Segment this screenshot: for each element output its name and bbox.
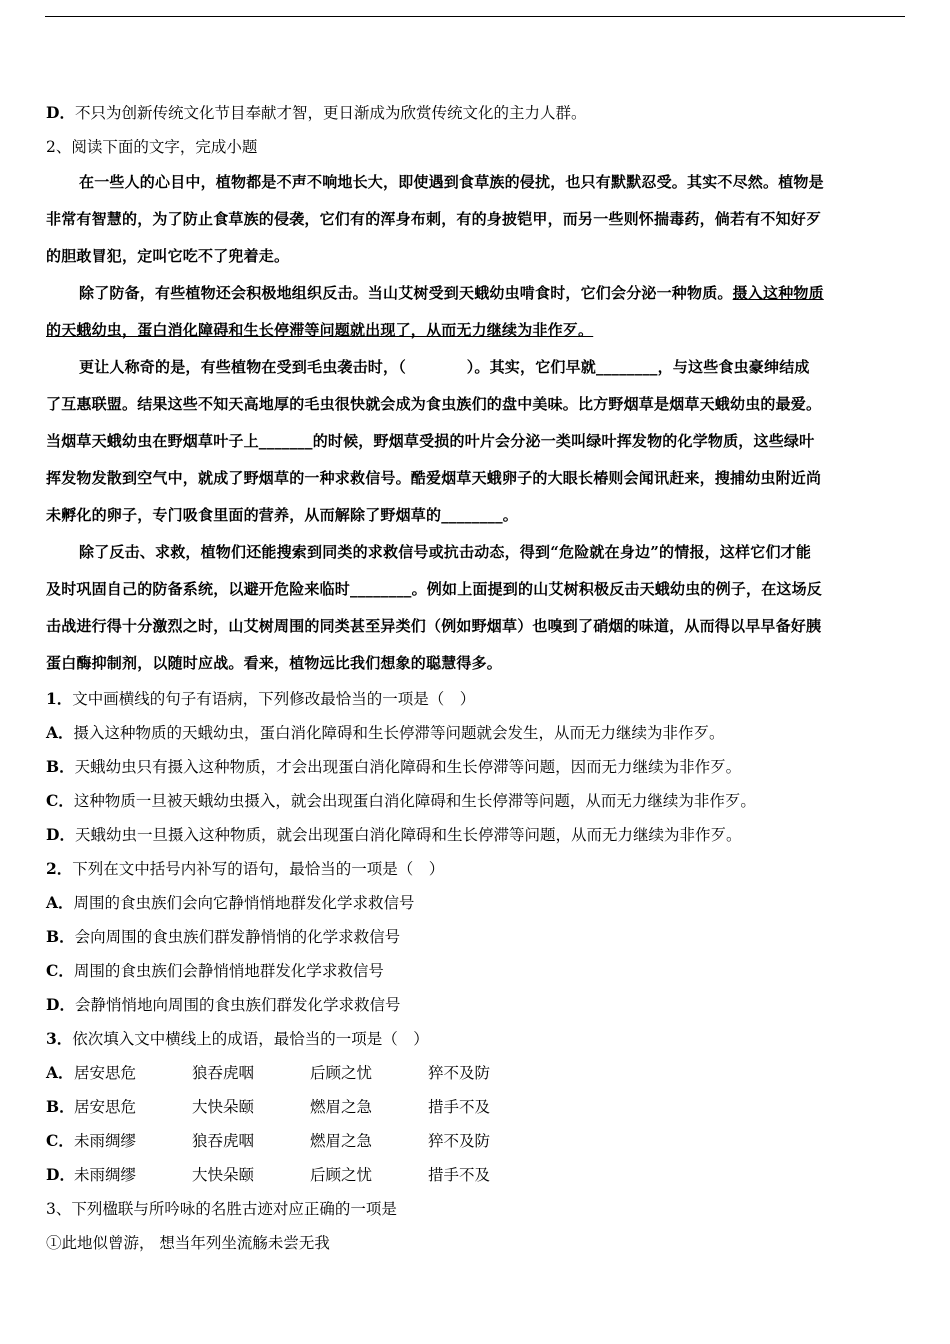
passage-line: 的胆敢冒犯，定叫它吃不了兜着走。 bbox=[46, 247, 290, 265]
option-c: C．未雨绸缪 狼吞虎咽 燃眉之急 猝不及防 bbox=[46, 1131, 491, 1150]
passage-line: 挥发物发散到空气中，就成了野烟草的一种求救信号。酷爱烟草天蛾卵子的大眼长椿则会闻讯赶来，搜捕幼虫附近尚 bbox=[46, 469, 822, 487]
passage-line: 击战进行得十分激烈之时，山艾树周围的同类甚至异类们（例如野烟草）也嗅到了硝烟的味道，从而得以早早备好胰 bbox=[46, 617, 822, 635]
option-a: A．居安思危 狼吞虎咽 后顾之忧 猝不及防 bbox=[46, 1063, 491, 1082]
section-heading: 3、下列楹联与所吟咏的名胜古迹对应正确的一项是 bbox=[46, 1200, 397, 1218]
passage-line: 除了反击、求救，植物们还能搜索到同类的求救信号或抗击动态，得到“危险就在身边”的情报，这样它们才能 bbox=[79, 543, 812, 561]
question-2 bbox=[46, 852, 904, 1022]
question-stem: 1．文中画横线的句子有语病，下列修改最恰当的一项是（ ） bbox=[46, 689, 476, 708]
passage-line: 更让人称奇的是，有些植物在受到毛虫袭击时，（ ）。其实，它们早就________，与这些食虫豪绅结成 bbox=[79, 358, 810, 376]
section-heading: 2、阅读下面的文字，完成小题 bbox=[46, 138, 258, 156]
question-stem: 2．下列在文中括号内补写的语句，最恰当的一项是（ ） bbox=[46, 859, 445, 878]
reading-passage bbox=[46, 164, 904, 682]
passage-line: 未孵化的卵子，专门吸食里面的营养，从而解除了野烟草的________。 bbox=[46, 506, 519, 524]
passage-line: 及时巩固自己的防备系统，以避开危险来临时________。例如上面提到的山艾树积极反击天蛾幼虫的例子，在这场反 bbox=[46, 580, 823, 598]
passage-line: 非常有智慧的，为了防止食草族的侵袭，它们有的浑身布刺，有的身披铠甲，而另一些则怀揣毒药，倘若有不知好歹 bbox=[46, 210, 822, 228]
question-3 bbox=[46, 1022, 904, 1192]
header-rule bbox=[45, 16, 905, 17]
couplet-line: ①此地似曾游， 想当年列坐流觞未尝无我 bbox=[46, 1234, 330, 1252]
question-1 bbox=[46, 682, 904, 852]
option-b: B．天蛾幼虫只有摄入这种物质，才会出现蛋白消化障碍和生长停滞等问题，因而无力继续为非作歹。 bbox=[46, 757, 742, 776]
underlined-sentence: 摄入这种物质 bbox=[732, 284, 824, 302]
option-c: C．周围的食虫族们会静悄悄地群发化学求救信号 bbox=[46, 961, 384, 980]
passage-line: 在一些人的心目中，植物都是不声不响地长大，即使遇到食草族的侵扰，也只有默默忍受。其实不尽然。植物是 bbox=[79, 173, 824, 191]
passage-line: 蛋白酶抑制剂，以随时应战。看来，植物远比我们想象的聪慧得多。 bbox=[46, 654, 503, 672]
option-d: D．会静悄悄地向周围的食虫族们群发化学求救信号 bbox=[46, 995, 401, 1014]
option-a: A．摄入这种物质的天蛾幼虫，蛋白消化障碍和生长停滞等问题就会发生，从而无力继续为非作歹。 bbox=[46, 723, 725, 742]
passage-line: 了互惠联盟。结果这些不知天高地厚的毛虫很快就会成为食虫族们的盘中美味。比方野烟草是烟草天蛾幼虫的最爱。 bbox=[46, 395, 822, 413]
passage-line bbox=[46, 312, 904, 349]
option-c: C．这种物质一旦被天蛾幼虫摄入，就会出现蛋白消化障碍和生长停滞等问题，从而无力继续为非作歹。 bbox=[46, 791, 756, 810]
option-d: D．天蛾幼虫一旦摄入这种物质，就会出现蛋白消化障碍和生长停滞等问题，从而无力继续为非作歹。 bbox=[46, 825, 742, 844]
option-b: B．会向周围的食虫族们群发静悄悄的化学求救信号 bbox=[46, 927, 401, 946]
underlined-sentence: 的天蛾幼虫，蛋白消化障碍和生长停滞等问题就出现了，从而无力继续为非作歹。 bbox=[46, 321, 594, 339]
document-body bbox=[46, 96, 904, 1260]
option-d: D．未雨绸缪 大快朵颐 后顾之忧 措手不及 bbox=[46, 1165, 491, 1184]
question-stem: 3．依次填入文中横线上的成语，最恰当的一项是（ ） bbox=[46, 1029, 429, 1048]
option-a: A．周围的食虫族们会向它静悄悄地群发化学求救信号 bbox=[46, 893, 415, 912]
passage-line: 除了防备，有些植物还会积极地组织反击。当山艾树受到天蛾幼虫啃食时，它们会分泌一种物质。摄入这种物质 bbox=[79, 284, 824, 302]
passage-line: 当烟草天蛾幼虫在野烟草叶子上_______的时候，野烟草受损的叶片会分泌一类叫绿叶挥发物的化学物质，这些绿叶 bbox=[46, 432, 815, 450]
option-b: B．居安思危 大快朵颐 燃眉之急 措手不及 bbox=[46, 1097, 491, 1116]
option-line: D．不只为创新传统文化节目奉献才智，更日渐成为欣赏传统文化的主力人群。 bbox=[46, 103, 587, 122]
